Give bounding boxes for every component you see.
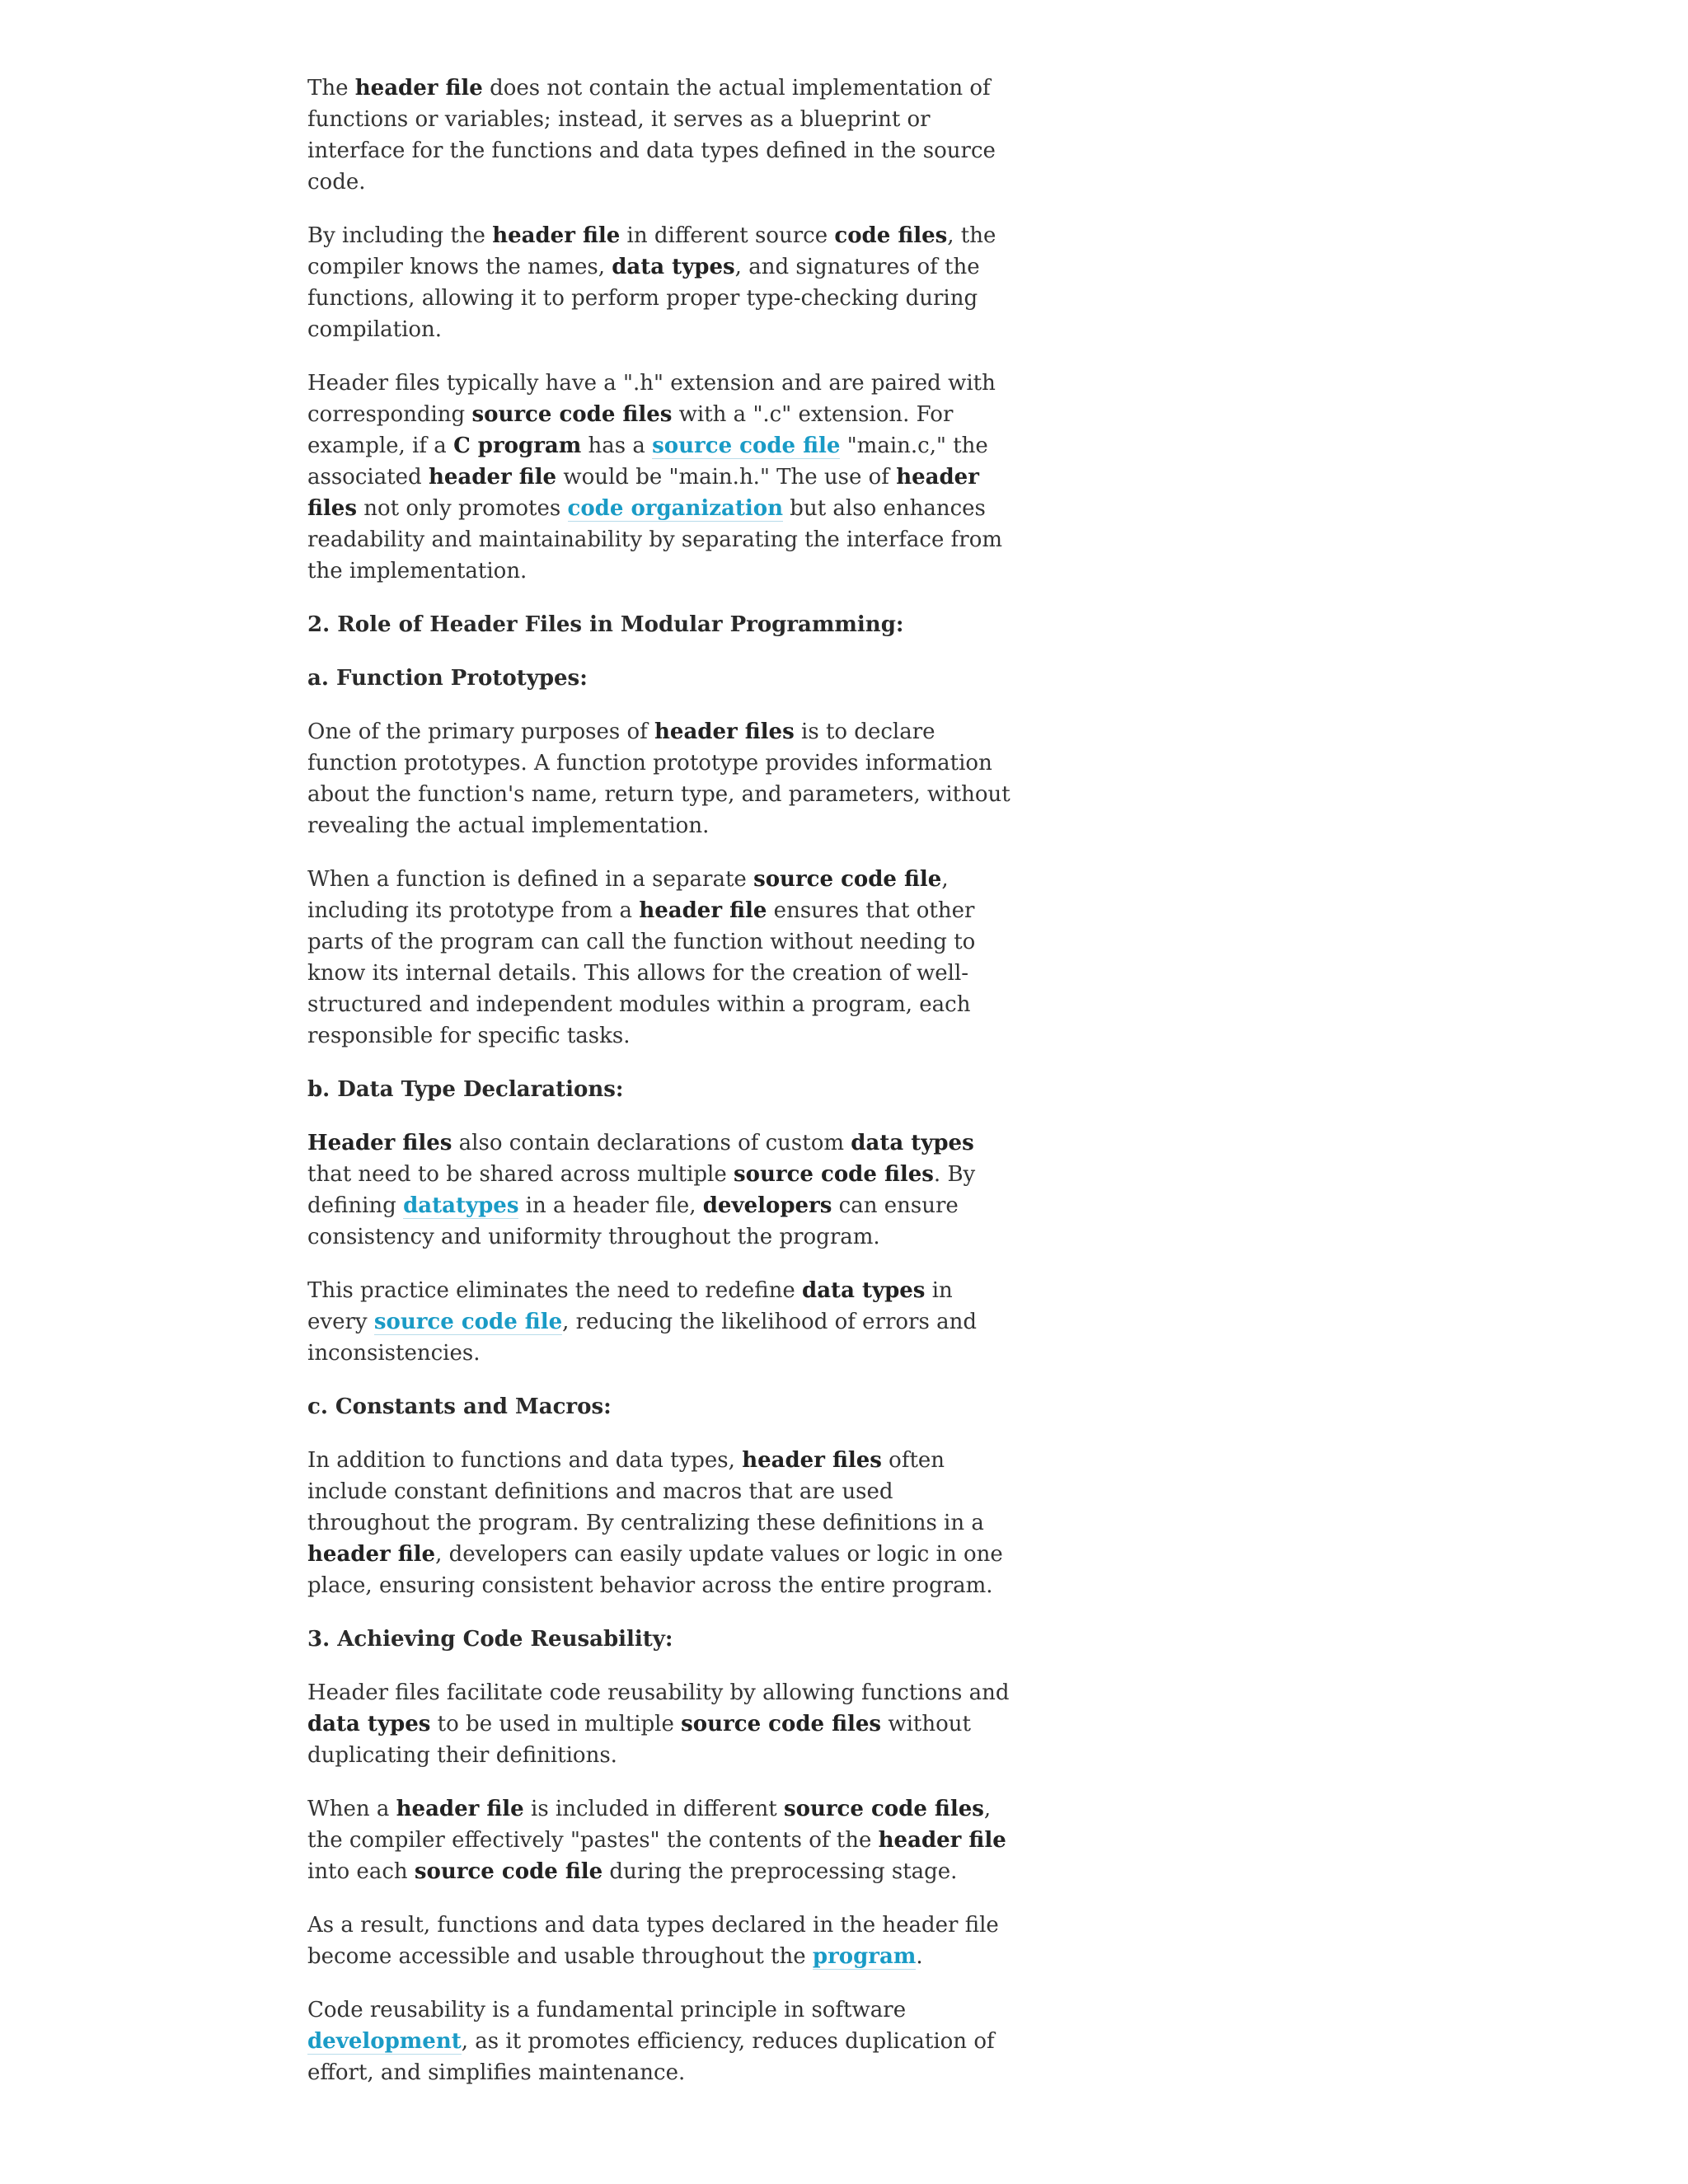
bold-term: C program	[453, 434, 582, 458]
text-run: in a header file,	[518, 1193, 703, 1218]
bold-term: header files	[742, 1448, 882, 1473]
paragraph	[307, 1910, 1016, 1972]
text-run: in every	[307, 1278, 953, 1334]
bold-term: source code files	[734, 1162, 934, 1187]
paragraph	[307, 1994, 1016, 2088]
paragraph	[307, 220, 1016, 345]
text-run: but also enhances readability and maintainability by separating the interface from the implementation.	[307, 496, 1003, 583]
text-run: in different source	[620, 223, 835, 248]
text-run: b. Data Type Declarations:	[307, 1077, 624, 1102]
paragraph	[307, 1677, 1016, 1771]
text-run: .	[916, 1944, 923, 1969]
inline-link[interactable]: development	[307, 2029, 462, 2054]
bold-term: source code files	[783, 1797, 984, 1821]
text-run: ensures that other parts of the program can call the function without needing to know its internal details. This allows for the creation of well-structured and independent modules within a program, each responsible for specific tasks.	[307, 898, 976, 1048]
text-run: has a	[581, 434, 653, 458]
bold-term: header file	[492, 223, 621, 248]
text-run: The	[307, 76, 355, 101]
text-run: during the preprocessing stage.	[603, 1859, 958, 1884]
inline-link[interactable]: program	[812, 1944, 917, 1969]
bold-term: header file	[354, 76, 483, 101]
text-run: Code reusability is a fundamental principle in software	[307, 1998, 907, 2022]
text-run: , the compiler effectively "pastes" the contents of the	[307, 1797, 992, 1853]
inline-link[interactable]: code organization	[567, 496, 784, 521]
inline-link[interactable]: datatypes	[403, 1193, 519, 1218]
text-run: is included in different	[523, 1797, 784, 1821]
bold-term: header file	[878, 1828, 1006, 1853]
text-run: without duplicating their definitions.	[307, 1712, 971, 1768]
text-run: 3. Achieving Code Reusability:	[307, 1627, 673, 1652]
text-run: When a	[307, 1797, 396, 1821]
text-run: does not contain the actual implementation of functions or variables; instead, it serves as a blueprint or interface for the functions and data types defined in the source code.	[307, 76, 996, 194]
bold-term: source code files	[681, 1712, 882, 1736]
paragraph	[307, 716, 1016, 841]
bold-term: header file	[428, 465, 557, 490]
text-run: , including its prototype from a	[307, 867, 949, 923]
paragraph	[307, 1793, 1016, 1887]
text-run: In addition to functions and data types,	[307, 1448, 743, 1473]
text-run: can ensure consistency and uniformity throughout the program.	[307, 1193, 959, 1249]
section-heading	[307, 1624, 1016, 1655]
bold-term: header file	[396, 1797, 524, 1821]
text-run: This practice eliminates the need to redefine	[307, 1278, 803, 1303]
bold-term: header file	[639, 898, 767, 923]
bold-term: Header files	[307, 1131, 452, 1155]
text-run: By including the	[307, 223, 493, 248]
text-run: , as it promotes efficiency, reduces duplication of effort, and simplifies maintenance.	[307, 2029, 995, 2085]
text-run: , the compiler knows the names,	[307, 223, 996, 279]
inline-link[interactable]: source code file	[373, 1310, 563, 1334]
subsection-heading	[307, 663, 1016, 694]
bold-term: data types	[307, 1712, 431, 1736]
text-run: often include constant definitions and macros that are used throughout the program. By centralizing these definitions in a	[307, 1448, 984, 1535]
text-run: When a function is defined in a separate	[307, 867, 754, 892]
text-run: into each	[307, 1859, 415, 1884]
text-run: . By defining	[307, 1162, 976, 1218]
text-run: c. Constants and Macros:	[307, 1394, 612, 1419]
text-run: 2. Role of Header Files in Modular Programming:	[307, 612, 904, 637]
bold-term: header files	[307, 465, 979, 521]
bold-term: data types	[802, 1278, 926, 1303]
text-run: , developers can easily update values or logic in one place, ensuring consistent behavior across the entire program.	[307, 1542, 1003, 1598]
text-run: would be "main.h." The use of	[556, 465, 897, 490]
text-run: is to declare function prototypes. A function prototype provides information about the function's name, return type, and parameters, without revealing the actual implementation.	[307, 719, 1010, 838]
paragraph	[307, 1127, 1016, 1253]
text-run: One of the primary purposes of	[307, 719, 655, 744]
bold-term: source code file	[414, 1859, 603, 1884]
bold-term: developers	[702, 1193, 832, 1218]
paragraph	[307, 1445, 1016, 1601]
text-run: that need to be shared across multiple	[307, 1162, 734, 1187]
bold-term: data types	[851, 1131, 974, 1155]
bold-term: header file	[307, 1542, 436, 1567]
bold-term: code files	[834, 223, 948, 248]
article-body	[307, 73, 1016, 2111]
subsection-heading	[307, 1074, 1016, 1105]
text-run: with a ".c" extension. For example, if a	[307, 402, 954, 458]
text-run: , and signatures of the functions, allowing it to perform proper type-checking during compilation.	[307, 255, 980, 342]
text-run: not only promotes	[356, 496, 568, 521]
text-run: , reducing the likelihood of errors and inconsistencies.	[307, 1310, 977, 1366]
bold-term: header files	[654, 719, 795, 744]
inline-link[interactable]: source code file	[652, 434, 841, 458]
paragraph	[307, 73, 1016, 198]
paragraph	[307, 1275, 1016, 1369]
text-run: also contain declarations of custom	[452, 1131, 851, 1155]
text-run: Header files facilitate code reusability by allowing functions and	[307, 1680, 1010, 1705]
bold-term: data types	[612, 255, 735, 279]
text-run: "main.c," the associated	[307, 434, 988, 490]
bold-term: source code files	[471, 402, 673, 427]
text-run: Header files typically have a ".h" extension and are paired with corresponding	[307, 371, 996, 427]
text-run: a. Function Prototypes:	[307, 666, 588, 691]
subsection-heading	[307, 1391, 1016, 1422]
paragraph	[307, 368, 1016, 587]
text-run: to be used in multiple	[430, 1712, 682, 1736]
bold-term: source code file	[753, 867, 942, 892]
text-run: As a result, functions and data types declared in the header file become accessible and usable throughout the	[307, 1913, 999, 1969]
paragraph	[307, 864, 1016, 1052]
section-heading	[307, 609, 1016, 640]
